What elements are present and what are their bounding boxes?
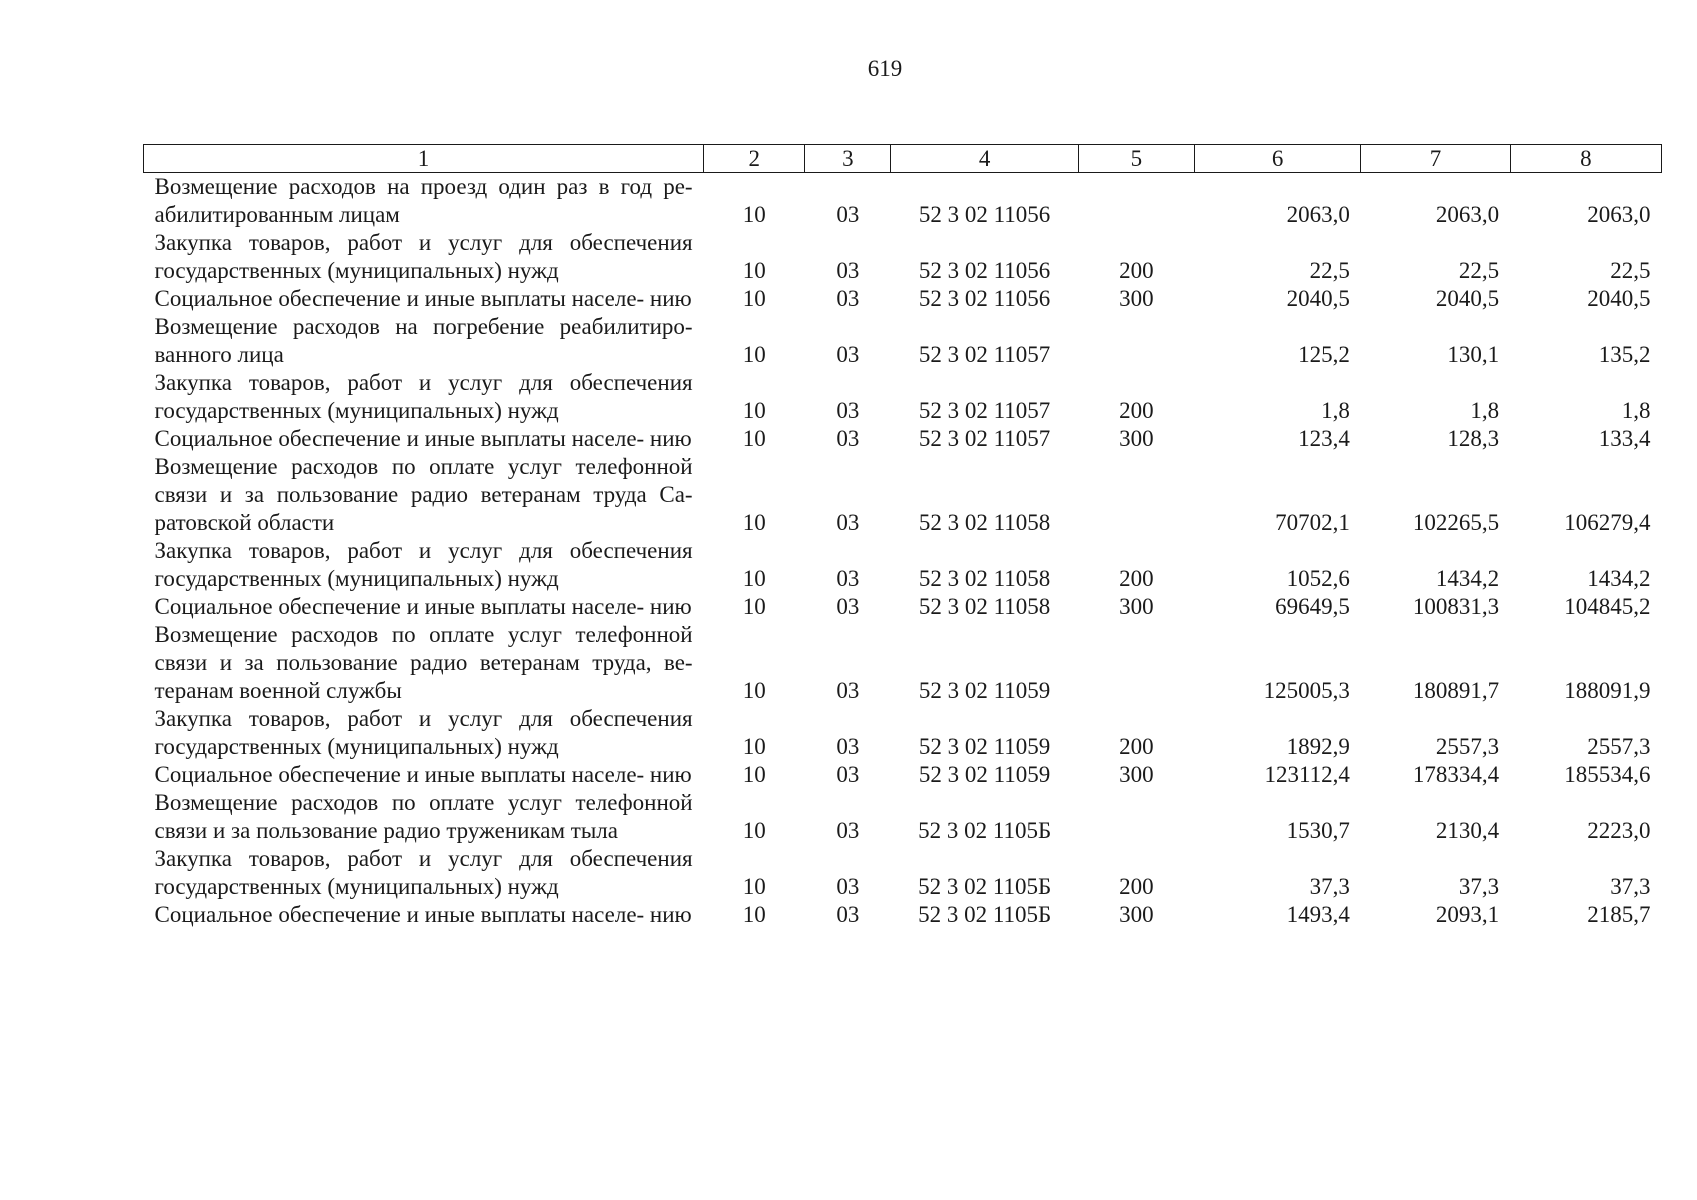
page-number: 619 [867, 56, 903, 81]
row-amount-col8: 1434,2 [1587, 566, 1651, 591]
table-row [144, 369, 1662, 425]
row-amount-col8: 135,2 [1598, 342, 1651, 367]
row-expense-type-code: 300 [1119, 426, 1154, 451]
row-expense-type-code [1078, 453, 1194, 537]
row-amount-col6: 123,4 [1298, 426, 1350, 451]
table-row [144, 285, 1662, 313]
row-subsection-code: 03 [836, 426, 860, 451]
row-amount-col8: 2185,7 [1587, 902, 1651, 927]
row-target-article-code: 52 3 02 11056 [918, 258, 1051, 283]
row-description: Социальное обеспечение и иные выплаты населе- нию [154, 426, 692, 451]
row-target-article-code: 52 3 02 11059 [918, 734, 1051, 759]
column-header: 8 [1510, 145, 1661, 173]
table-row [144, 593, 1662, 621]
row-section-code: 10 [742, 202, 766, 227]
row-amount-col7: 100831,3 [1412, 594, 1500, 619]
row-amount-col7: 2040,5 [1435, 286, 1500, 311]
row-expense-type-code [1078, 789, 1194, 845]
table-row [144, 537, 1662, 593]
row-section-code: 10 [742, 734, 766, 759]
row-subsection-code: 03 [836, 874, 860, 899]
row-amount-col6: 1892,9 [1286, 734, 1350, 759]
column-header: 6 [1195, 145, 1361, 173]
row-subsection-code: 03 [836, 594, 860, 619]
column-header: 3 [805, 145, 891, 173]
row-amount-col6: 1052,6 [1286, 566, 1350, 591]
row-target-article-code: 52 3 02 11058 [918, 510, 1051, 535]
row-section-code: 10 [742, 818, 766, 843]
row-section-code: 10 [742, 678, 766, 703]
row-section-code: 10 [742, 762, 766, 787]
row-expense-type-code: 200 [1119, 566, 1154, 591]
row-amount-col8: 2040,5 [1587, 286, 1651, 311]
table-row [144, 313, 1662, 369]
row-section-code: 10 [742, 902, 766, 927]
row-amount-col7: 180891,7 [1412, 678, 1500, 703]
row-section-code: 10 [742, 426, 766, 451]
table-row [144, 901, 1662, 929]
row-amount-col6: 2040,5 [1286, 286, 1350, 311]
row-amount-col8: 188091,9 [1564, 678, 1651, 703]
row-section-code: 10 [742, 874, 766, 899]
row-section-code: 10 [742, 398, 766, 423]
row-expense-type-code [1078, 173, 1194, 230]
row-subsection-code: 03 [836, 566, 860, 591]
row-amount-col6: 2063,0 [1286, 202, 1350, 227]
column-header: 2 [704, 145, 805, 173]
row-amount-col7: 1,8 [1470, 398, 1500, 423]
row-amount-col7: 2130,4 [1435, 818, 1500, 843]
table-row [144, 705, 1662, 761]
row-amount-col7: 1434,2 [1435, 566, 1500, 591]
row-amount-col6: 123112,4 [1264, 762, 1350, 787]
row-subsection-code: 03 [836, 286, 860, 311]
row-subsection-code: 03 [836, 510, 860, 535]
row-amount-col6: 37,3 [1309, 874, 1350, 899]
row-subsection-code: 03 [836, 902, 860, 927]
row-description: Социальное обеспечение и иные выплаты населе- нию [154, 594, 692, 619]
row-target-article-code: 52 3 02 1105Б [918, 874, 1052, 899]
row-amount-col6: 70702,1 [1275, 510, 1350, 535]
table-row [144, 845, 1662, 901]
row-subsection-code: 03 [836, 342, 860, 367]
row-amount-col7: 102265,5 [1412, 510, 1500, 535]
row-expense-type-code: 200 [1119, 258, 1154, 283]
row-description: Закупка товаров, работ и услуг для обеспечения государственных (муниципальных) нужд [154, 230, 693, 283]
row-expense-type-code: 200 [1119, 734, 1154, 759]
row-amount-col6: 69649,5 [1275, 594, 1350, 619]
row-target-article-code: 52 3 02 11058 [918, 566, 1051, 591]
row-target-article-code: 52 3 02 11057 [918, 342, 1051, 367]
row-expense-type-code: 300 [1119, 594, 1154, 619]
row-description: Возмещение расходов по оплате услуг телефонной связи и за пользование радио труженикам тыла [154, 790, 693, 843]
row-amount-col6: 1,8 [1321, 398, 1350, 423]
row-description: Закупка товаров, работ и услуг для обеспечения государственных (муниципальных) нужд [154, 846, 693, 899]
row-description: Закупка товаров, работ и услуг для обеспечения государственных (муниципальных) нужд [154, 706, 693, 759]
table-row [144, 621, 1662, 705]
row-amount-col7: 2063,0 [1435, 202, 1500, 227]
row-subsection-code: 03 [836, 258, 860, 283]
row-subsection-code: 03 [836, 818, 860, 843]
row-target-article-code: 52 3 02 11056 [918, 286, 1051, 311]
row-section-code: 10 [742, 566, 766, 591]
row-amount-col8: 37,3 [1610, 874, 1651, 899]
row-subsection-code: 03 [836, 734, 860, 759]
budget-table [143, 144, 1662, 929]
row-amount-col8: 2063,0 [1587, 202, 1651, 227]
table-header-row [144, 145, 1662, 173]
row-description: Возмещение расходов на погребение реабилитиро- ванного лица [154, 314, 693, 367]
row-section-code: 10 [742, 258, 766, 283]
row-amount-col8: 1,8 [1621, 398, 1651, 423]
row-target-article-code: 52 3 02 1105Б [918, 902, 1052, 927]
row-description: Возмещение расходов на проезд один раз в год ре- абилитированным лицам [154, 174, 693, 227]
row-amount-col8: 133,4 [1598, 426, 1651, 451]
row-amount-col6: 125005,3 [1263, 678, 1350, 703]
row-section-code: 10 [742, 342, 766, 367]
row-expense-type-code: 300 [1119, 762, 1154, 787]
table-row [144, 229, 1662, 285]
row-target-article-code: 52 3 02 11059 [918, 762, 1051, 787]
row-subsection-code: 03 [836, 398, 860, 423]
row-target-article-code: 52 3 02 11058 [918, 594, 1051, 619]
row-description: Возмещение расходов по оплате услуг телефонной связи и за пользование радио ветеранам труда Са- ратовской области [154, 454, 693, 535]
row-amount-col6: 1530,7 [1286, 818, 1350, 843]
row-amount-col7: 2093,1 [1435, 902, 1500, 927]
row-amount-col7: 178334,4 [1412, 762, 1500, 787]
row-amount-col8: 22,5 [1610, 258, 1651, 283]
table-row [144, 453, 1662, 537]
row-amount-col7: 2557,3 [1435, 734, 1500, 759]
column-header: 5 [1078, 145, 1194, 173]
row-section-code: 10 [742, 594, 766, 619]
row-target-article-code: 52 3 02 11057 [918, 426, 1051, 451]
row-expense-type-code [1078, 621, 1194, 705]
row-amount-col6: 1493,4 [1286, 902, 1350, 927]
row-expense-type-code: 200 [1119, 398, 1154, 423]
table-row [144, 425, 1662, 453]
row-subsection-code: 03 [836, 762, 860, 787]
row-amount-col6: 22,5 [1309, 258, 1350, 283]
row-expense-type-code: 300 [1119, 286, 1154, 311]
row-description: Социальное обеспечение и иные выплаты населе- нию [154, 762, 692, 787]
row-amount-col8: 2557,3 [1587, 734, 1651, 759]
row-amount-col6: 125,2 [1298, 342, 1350, 367]
row-target-article-code: 52 3 02 11056 [918, 202, 1051, 227]
row-description: Закупка товаров, работ и услуг для обеспечения государственных (муниципальных) нужд [154, 538, 693, 591]
row-amount-col8: 185534,6 [1564, 762, 1651, 787]
row-target-article-code: 52 3 02 11057 [918, 398, 1051, 423]
row-expense-type-code: 200 [1119, 874, 1154, 899]
table-row [144, 173, 1662, 230]
row-target-article-code: 52 3 02 11059 [918, 678, 1051, 703]
row-section-code: 10 [742, 510, 766, 535]
row-amount-col7: 22,5 [1458, 258, 1500, 283]
row-description: Социальное обеспечение и иные выплаты населе- нию [154, 286, 692, 311]
row-description: Возмещение расходов по оплате услуг телефонной связи и за пользование радио ветеранам труда, ве- теранам военной службы [154, 622, 693, 703]
row-amount-col8: 106279,4 [1564, 510, 1651, 535]
table-body [144, 173, 1662, 930]
row-subsection-code: 03 [836, 202, 860, 227]
column-header: 7 [1361, 145, 1510, 173]
row-description: Закупка товаров, работ и услуг для обеспечения государственных (муниципальных) нужд [154, 370, 693, 423]
row-amount-col8: 104845,2 [1564, 594, 1651, 619]
row-amount-col8: 2223,0 [1587, 818, 1651, 843]
row-expense-type-code [1078, 313, 1194, 369]
row-target-article-code: 52 3 02 1105Б [918, 818, 1052, 843]
column-header: 1 [144, 145, 704, 173]
table-row [144, 761, 1662, 789]
row-expense-type-code: 300 [1119, 902, 1154, 927]
row-subsection-code: 03 [836, 678, 860, 703]
row-amount-col7: 128,3 [1447, 426, 1500, 451]
row-amount-col7: 37,3 [1458, 874, 1500, 899]
row-amount-col7: 130,1 [1447, 342, 1500, 367]
column-header: 4 [891, 145, 1078, 173]
row-description: Социальное обеспечение и иные выплаты населе- нию [154, 902, 692, 927]
row-section-code: 10 [742, 286, 766, 311]
table-row [144, 789, 1662, 845]
